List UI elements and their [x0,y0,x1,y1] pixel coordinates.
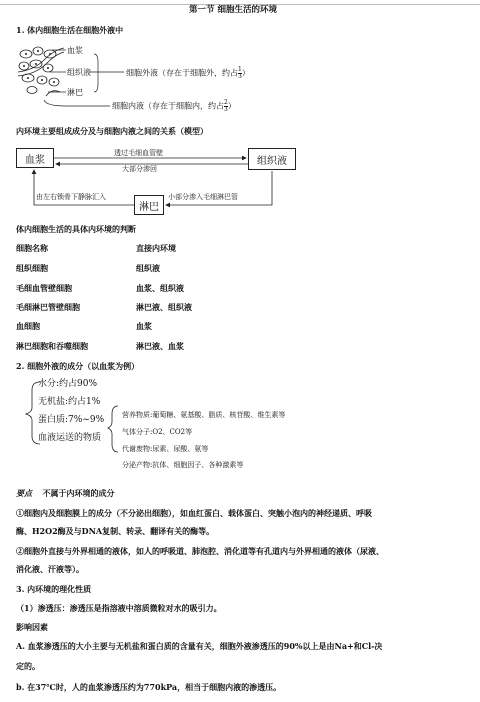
box-lymph-text: 淋巴 [139,201,159,213]
factor-a-text: A. 血浆渗透压的大小主要与无机盐和蛋白质的含量有关，细胞外液渗透压的90%以上是由Na+和Cl-决 [16,641,383,651]
table-row [136,341,184,352]
table-row [16,341,88,352]
env-name: 淋巴液、组织液 [136,302,192,312]
arrow-label-subclavian-text: 由左右锁骨下静脉汇入 [36,193,106,201]
comp-waste-text: 代谢废物:尿素、尿酸、氨等 [122,445,209,453]
table-row [136,243,176,254]
label-plasma-text: 血浆 [67,46,83,55]
comp-transport-text: 血液运送的物质 [38,433,102,443]
table-row [16,283,72,294]
arrow-label-lymph-capillary [168,193,238,202]
paragraph-2-text: ②细胞外直接与外界相通的液体，如人的呼吸道、肺泡腔、消化道等有孔道内与外界相通的液体（尿液、 [16,546,384,556]
arrow-label-capillary-wall [114,149,163,158]
section-2-heading-text: 内环境主要组成成分及与细胞内液之间的关系（模型） [16,126,208,136]
comp-gases [122,428,192,437]
table-row [136,283,184,294]
page-title [189,5,277,16]
cell-name: 细胞名称 [16,243,48,253]
section-4-heading-text: 2. 细胞外液的成分（以血浆为例） [16,361,140,371]
factor-b [16,682,281,693]
factor-a-cont [16,661,40,672]
box-interstitial-text: 组织液 [257,155,287,167]
label-intracellular-text: 细胞内液（存在于细胞内，约占 [112,101,224,111]
section-3-heading-text: 体内细胞生活的具体内环境的判断 [16,224,136,234]
section-3-heading [16,224,136,235]
section-4-heading [16,361,139,372]
table-row [136,302,192,313]
section-1-heading-text: 1. 体内细胞生活在细胞外液中 [16,25,124,35]
tip-text: 不属于内环境的成分 [42,488,115,498]
comp-nutrients [122,411,285,420]
section-6-heading [16,584,91,595]
comp-protein [38,415,104,426]
env-name: 血浆 [136,321,152,331]
paragraph-2-cont-text: 消化液、汗液等）。 [16,564,84,574]
cell-name: 毛细血管壁细胞 [16,283,72,293]
tip-label: 要点 [16,488,32,498]
fraction-denominator: 3 [224,106,228,113]
table-row [16,302,80,313]
arrow-label-capillary-wall-text: 透过毛细血管壁 [114,149,163,157]
arrow-label-subclavian [36,193,106,202]
fraction-numerator: 1 [238,66,242,73]
label-plasma [67,45,83,56]
table-row [136,263,160,274]
page-title-text: 第一节 细胞生活的环境 [189,5,277,15]
comp-secretions-text: 分泌产物:抗体、细胞因子、各种激素等 [122,461,244,469]
paragraph-1-cont [16,526,214,537]
label-lymph [67,87,83,98]
cell-name: 组织细胞 [16,263,48,273]
arrow-label-return-text: 大部分渗回 [122,165,157,173]
factors-heading-text: 影响因素 [16,622,48,632]
cell-name: 毛细淋巴管壁细胞 [16,302,80,312]
section-6-heading-text: 3. 内环境的理化性质 [16,584,92,594]
paragraph-2 [16,546,384,557]
label-intracellular [112,100,236,113]
env-name: 淋巴液、血浆 [136,341,184,351]
arrow-label-lymph-capillary-text: 小部分渗入毛细淋巴管 [168,193,238,201]
comp-waste [122,445,208,454]
table-row [16,243,48,254]
table-row [16,263,48,274]
fraction-denominator: 3 [238,73,242,80]
label-extracellular-text: 细胞外液（存在于细胞外，约占 [126,68,238,78]
paragraph-1-cont-text: 酶、H2O2酶及与DNA复制、转录、翻译有关的酶等。 [16,526,215,536]
osmotic-pressure-definition [16,603,222,614]
comp-nutrients-text: 营养物质:葡萄糖、氨基酸、脂质、核苷酸、维生素等 [122,411,286,419]
label-lymph-text: 淋巴 [67,88,83,97]
osmotic-pressure-definition-text: （1）渗透压：渗透压是指溶液中溶质微粒对水的吸引力。 [16,603,222,613]
comp-salt [38,397,100,408]
comp-protein-text: 蛋白质:7%~9% [38,415,105,425]
factors-heading [16,622,48,633]
comp-salt-text: 无机盐:约占1% [38,397,101,407]
arrow-label-return [122,165,157,174]
env-name: 组织液 [136,263,160,273]
cell-name: 淋巴细胞和吞噬细胞 [16,341,88,351]
env-name: 血浆、组织液 [136,283,184,293]
comp-gases-text: 气体分子:O2、CO2等 [122,428,193,436]
label-extracellular [126,67,250,80]
fraction-numerator: 2 [224,99,228,106]
factor-a-cont-text: 定的。 [16,661,40,671]
factor-a [16,641,382,652]
factor-b-text: b. 在37℃时，人的血浆渗透压约为770kPa，相当于细胞内液的渗透压。 [16,682,282,692]
paragraph-1-text: ①细胞内及细胞膜上的成分（不分泌出细胞），如血红蛋白、载体蛋白、突触小泡内的神经递质、呼吸 [16,508,372,518]
cell-name: 血细胞 [16,321,40,331]
comp-secretions [122,461,243,470]
table-row [16,321,40,332]
label-interstitial [67,67,91,78]
section-1-heading [16,25,123,36]
comp-water [38,379,97,390]
label-intracellular-close: ） [227,101,236,111]
table-row [136,321,152,332]
comp-transport [38,433,101,444]
paragraph-1 [16,508,372,519]
section-2-heading [16,126,208,137]
env-name: 直接内环境 [136,243,176,253]
comp-water-text: 水分:约占90% [38,379,98,389]
box-plasma-text: 血浆 [25,154,45,166]
paragraph-2-cont [16,564,84,575]
label-interstitial-text: 组织液 [67,68,91,77]
tip-line [16,488,115,499]
label-extracellular-close: ） [241,68,250,78]
